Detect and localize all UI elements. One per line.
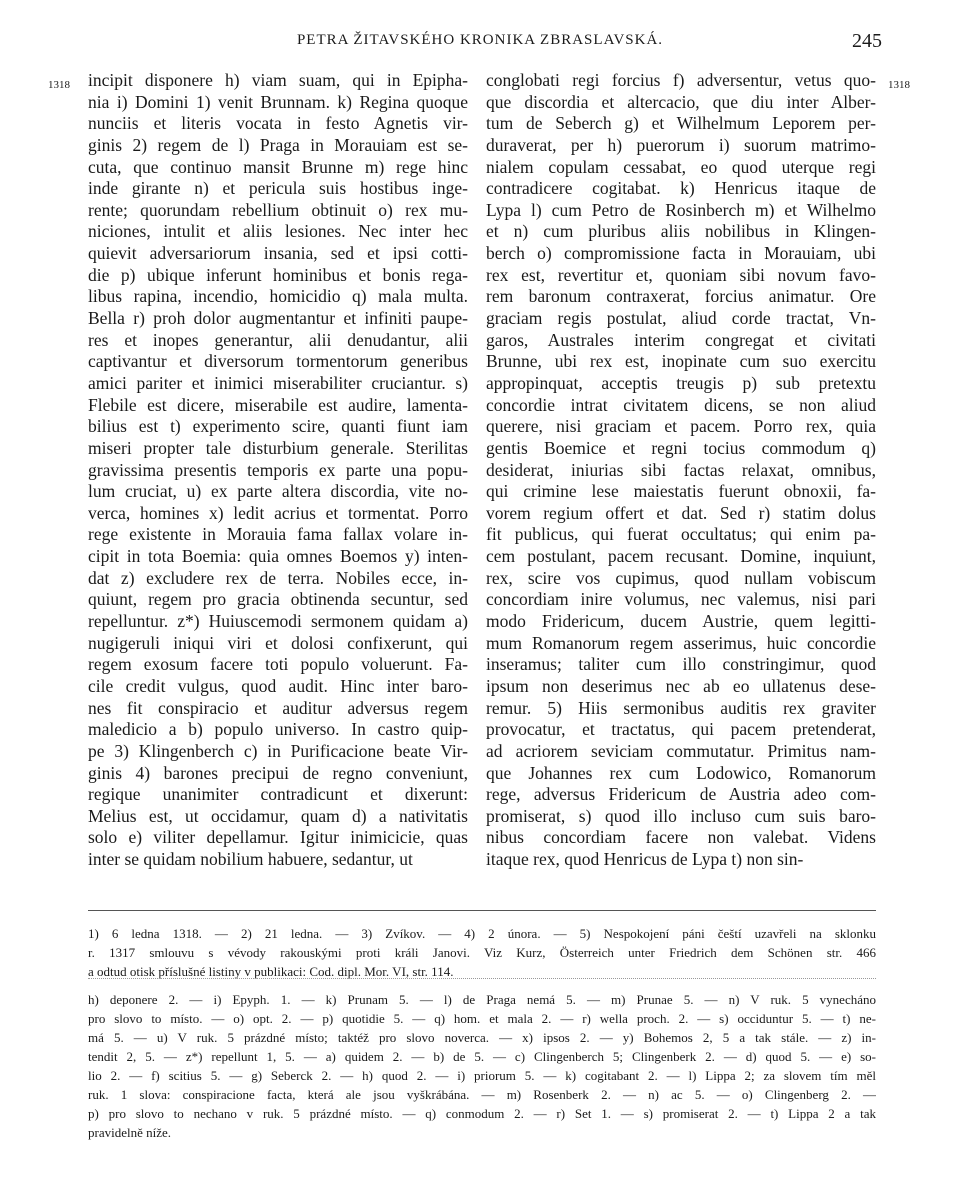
text-line: rem baronum contraxerat, forcius animatur. Ore (486, 286, 876, 307)
text-line: fit publicus, qui fuerat occultatus; qui enim pa- (486, 524, 876, 545)
footnote-line: ruk. 1 slova: conspiracione facta, která ale jsou vyškrábána. — m) Rosenberk 2. — n) ac 5. — o) Clingenberg 2. — (88, 1087, 876, 1102)
text-line: que discordia et altercacio, que diu inter Alber- (486, 91, 876, 112)
text-line: ad acriorem seviciam commutatur. Primitus nam- (486, 740, 876, 761)
text-line: garos, Australes interim congregat et civitati (486, 329, 876, 350)
footnote-line: má 5. — u) V ruk. 5 prázdné místo; taktéž pro slovo noverca. — x) ipsos 2. — y) Bohemos 2, 5 a tak stále. — z) in- (88, 1030, 876, 1045)
text-line: tum de Seberch g) et Wilhelmum Leporem per- (486, 113, 876, 134)
text-line: Lypa l) cum Petro de Rosinberch m) et Wilhelmo (486, 199, 876, 220)
text-line: nunciis et literis vocata in festo Agnetis vir- (88, 113, 468, 134)
footnote-line: tendit 2, 5. — z*) repellunt 1, 5. — a) quidem 2. — b) de 5. — c) Clingenberch 5; Clingenberk 2. — d) quod 5. — e) so- (88, 1049, 876, 1064)
text-line: vorem regium offert et dat. Sed r) statim dolus (486, 502, 876, 523)
text-line: querere, nisi graciam et pacem. Porro rex, quia (486, 416, 876, 437)
text-line: Flebile est dicere, miserabile est audire, lamenta- (88, 394, 468, 415)
running-title: PETRA ŽITAVSKÉHO KRONIKA ZBRASLAVSKÁ. (296, 32, 664, 48)
text-line: modo Fridericum, ducem Austrie, quem legitti- (486, 611, 876, 632)
lettered-footnotes (88, 990, 876, 1142)
text-line: provocatur, et tractatus, qui pacem pretenderat, (486, 719, 876, 740)
text-line: que Johannes rex cum Lodowico, Romanorum (486, 762, 876, 783)
right-text-column (486, 70, 876, 871)
text-line: berch o) compromissione facta in Morauiam, ubi (486, 243, 876, 264)
footnote-separator (88, 910, 876, 911)
text-line: libus rapina, incendio, homicidio q) mala multa. (88, 286, 468, 307)
numbered-footnotes (88, 924, 876, 981)
margin-year-right: 1318 (888, 79, 910, 91)
text-line: desiderat, iniurias sibi factas relaxat, omnibus, (486, 459, 876, 480)
left-text-column (88, 70, 468, 871)
text-line: mum Romanorum regem asserimus, huic concordie (486, 632, 876, 653)
text-line: regique unanimiter contradicunt et dixerunt: (88, 784, 468, 805)
text-line: nes fit conspiracio et auditur adversus regem (88, 697, 468, 718)
footnote-line: p) pro slovo to nechano v ruk. 5 prázdné místo. — q) conmodum 2. — r) Set 1. — s) promiserat 2. — t) Lippa 2 a tak (88, 1106, 876, 1121)
text-line: maledicio a b) populo universo. In castro quip- (88, 719, 468, 740)
text-line: gentis Boemice et regni tocius commodum q) (486, 437, 876, 458)
text-line: contradicere cogitabat. k) Henricus itaque de (486, 178, 876, 199)
running-head (0, 26, 960, 56)
text-line: captivantur et diversorum tormentorum generibus (88, 351, 468, 372)
text-line: cile credit vulgus, quod audit. Hinc inter baro- (88, 675, 468, 696)
text-line: rege existente in Morauia fama fallax volare in- (88, 524, 468, 545)
text-line: quievit adversariorum insania, sed et ipsi cotti- (88, 243, 468, 264)
text-line: et n) cum pluribus aliis nobilibus in Klingen- (486, 221, 876, 242)
text-line: duraverat, per h) puerorum i) suorum matrimo- (486, 134, 876, 155)
text-line: rex est, revertitur et, quoniam sibi novum favo- (486, 264, 876, 285)
text-line: conglobati regi forcius f) adversentur, vetus quo- (486, 70, 876, 90)
text-line: qui crimine lese maiestatis fuerunt obnoxii, fa- (486, 481, 876, 502)
text-line: die p) ubique inferunt hominibus et bonis rega- (88, 264, 468, 285)
text-line: inde girante n) et pericula suis hostibus inge- (88, 178, 468, 199)
text-line: Brunne, ubi rex est, inopinate cum suo exercitu (486, 351, 876, 372)
text-line: gravissima presentis temporis ex parte una popu- (88, 459, 468, 480)
footnote-line: r. 1317 smlouvu s vévody rakouskými proti králi Janovi. Viz Kurz, Österreich unter Friedrich dem Schönen str. 466 (88, 945, 876, 960)
text-line: itaque rex, quod Henricus de Lypa t) non sin- (486, 849, 804, 870)
text-line: res et inopes generantur, alii denudantur, alii (88, 329, 468, 350)
footnote-line: lio 2. — f) scitius 5. — g) Seberck 2. — h) quod 2. — i) priorum 5. — k) cogitabant 2. — l) Lippa 2; za slovem tím měl (88, 1068, 876, 1083)
text-line: concordie intrat civitatem dicens, se non aliud (486, 394, 876, 415)
text-line: nibus concordiam facere non valebat. Videns (486, 827, 876, 848)
text-line: concordiam inire volumus, nec valemus, nisi pari (486, 589, 876, 610)
margin-year-left: 1318 (48, 79, 70, 91)
text-line: Melius est, ut occidamur, quam d) a nativitatis (88, 805, 468, 826)
text-line: inter se quidam nobilium habuere, sedantur, ut (88, 849, 413, 870)
footnote-line: a odtud otisk příslušné listiny v publikaci: Cod. dipl. Mor. VI, str. 114. (88, 964, 454, 979)
text-line: appropinquat, acceptis treugis p) sub pretextu (486, 372, 876, 393)
text-line: ipsum non deserimus nec ab eo ullatenus dese- (486, 675, 876, 696)
footnote-line: pravidelně níže. (88, 1125, 172, 1140)
text-line: inseramus; taliter cum illo constringimur, quod (486, 654, 876, 675)
text-line: nugigeruli iniqui viri et dolosi confixerunt, qui (88, 632, 468, 653)
text-line: amici pariter et inimici miserabiliter cruciantur. s) (88, 372, 468, 393)
text-line: ginis 4) barones precipui de regno conveniunt, (88, 762, 468, 783)
text-line: solo e) viliter depellamur. Igitur inimicicie, quas (88, 827, 468, 848)
footnote-divider (88, 978, 876, 979)
text-line: rex, scire vos cupimus, quod nullam vobiscum (486, 567, 876, 588)
text-line: rege, adversus Fridericum de Austria adeo com- (486, 784, 876, 805)
text-line: promiserat, s) quod illo incluso cum suis baro- (486, 805, 876, 826)
text-line: quiunt, regem pro gracia obtinenda secuntur, sed (88, 589, 468, 610)
text-line: dat z) excludere rex de terra. Nobiles ecce, in- (88, 567, 468, 588)
text-line: regem exosum facere toti populo voluerunt. Fa- (88, 654, 468, 675)
text-line: graciam regis postulat, aliud corde tractat, Vn- (486, 308, 876, 329)
text-line: nialem copulam cessabat, eo quod uterque regi (486, 156, 876, 177)
text-line: rente; quorundam rebellium obtinuit o) rex mu- (88, 199, 468, 220)
text-line: pe 3) Klingenberch c) in Purificacione beate Vir- (88, 740, 468, 761)
text-line: incipit disponere h) viam suam, qui in Epipha- (88, 70, 468, 90)
footnote-line: 1) 6 ledna 1318. — 2) 21 ledna. — 3) Zvíkov. — 4) 2 února. — 5) Nespokojení páni čeští uzavřeli na sklonku (88, 926, 876, 941)
text-line: niciones, intulit et aliis lesiones. Nec inter hec (88, 221, 468, 242)
page-number: 245 (852, 30, 882, 52)
text-line: Bella r) proh dolor augmentantur et infiniti paupe- (88, 308, 468, 329)
text-line: remur. 5) Hiis sermonibus auditis rex graviter (486, 697, 876, 718)
text-line: cuta, que continuo mansit Brunne m) rege hinc (88, 156, 468, 177)
footnote-line: pro slovo to místo. — o) opt. 2. — p) quotidie 5. — q) hom. et mala 2. — r) wella proch. 2. — s) occiduntur 5. — t) ne- (88, 1011, 876, 1026)
text-line: bilius est t) experimento scire, quanti fiunt iam (88, 416, 468, 437)
text-line: lum cruciat, u) ex parte altera discordia, vite no- (88, 481, 468, 502)
text-line: repelluntur. z*) Huiuscemodi sermonem quidam a) (88, 611, 468, 632)
text-line: miseri propter tale disturbium generale. Sterilitas (88, 437, 468, 458)
text-line: cipit in tota Boemia: quia omnes Boemos y) inten- (88, 546, 468, 567)
text-line: verca, homines x) ledit acrius et tormentat. Porro (88, 502, 468, 523)
text-line: cem postulant, pacem recusant. Domine, inquiunt, (486, 546, 876, 567)
footnote-line: h) deponere 2. — i) Epyph. 1. — k) Prunam 5. — l) de Praga nemá 5. — m) Prunae 5. — n) V ruk. 5 vynecháno (88, 992, 876, 1007)
text-line: ginis 2) regem de l) Praga in Morauiam est se- (88, 134, 468, 155)
text-line: nia i) Domini 1) venit Brunnam. k) Regina quoque (88, 91, 468, 112)
